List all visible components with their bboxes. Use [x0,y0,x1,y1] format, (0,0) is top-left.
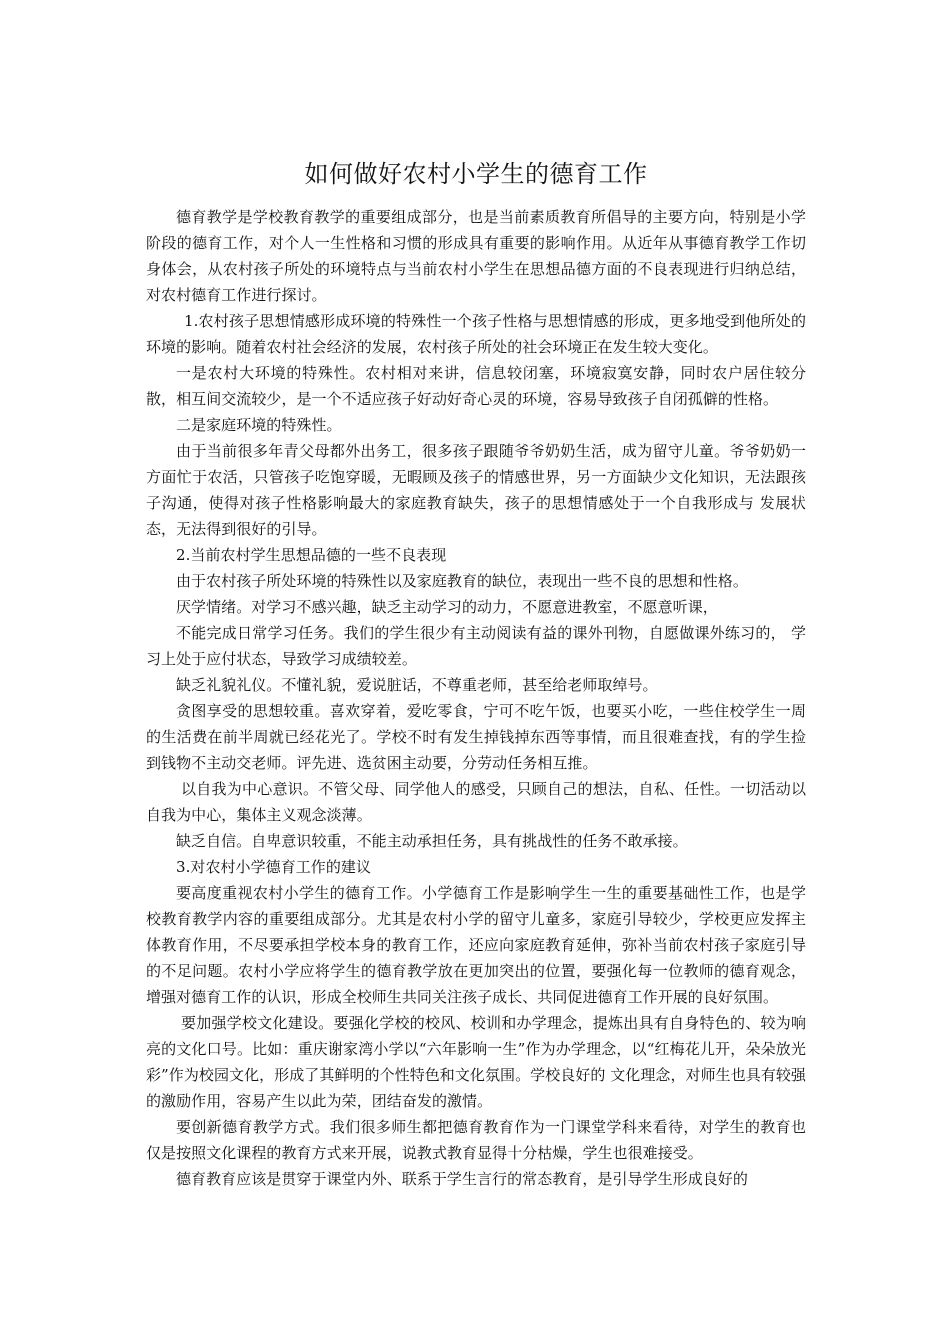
daily-moral-education-paragraph: 德育教育应该是贯穿于课堂内外、联系于学生言行的常态教育，是引导学生形成良好的 [176,1170,748,1188]
section-1-heading-paragraph: 1.农村孩子思想情感形成环境的特殊性一个孩子性格与思想情感的形成，更多地受到他所处的环境的影响。随着农村社会经济的发展，农村孩子所处的社会环境正在发生较大变化。 [146,312,806,356]
self-centered-paragraph: 以自我为中心意识。不管父母、同学他人的感受，只顾自己的想法，自私、任性。一切活动以自我为中心，集体主义观念淡薄。 [146,780,806,824]
section-2-heading: 2.当前农村学生思想品德的一些不良表现 [176,546,447,564]
lack-of-courtesy-paragraph: 缺乏礼貌礼仪。不懂礼貌，爱说脏话，不尊重老师，甚至给老师取绰号。 [176,676,658,694]
document-content [146,156,806,1192]
study-weariness-paragraph: 厌学情绪。对学习不感兴趣，缺乏主动学习的动力，不愿意进教室，不愿意听课， [176,598,718,616]
lack-of-confidence-paragraph: 缺乏自信。自卑意识较重，不能主动承担任务，具有挑战性的任务不敢承接。 [176,832,688,850]
family-environment-heading: 二是家庭环境的特殊性。 [176,416,342,434]
attach-importance-paragraph: 要高度重视农村小学生的德育工作。小学德育工作是影响学生一生的重要基础性工作，也是学校教育教学内容的重要组成部分。尤其是农村小学的留守儿童多，家庭引导较少，学校更应发挥主体教育作用，不尽要承担学校本身的教育工作，还应向家庭教育延伸，弥补当前农村孩子家庭引导的不足问题。农村小学应将学生的德育教学放在更加突出的位置，要强化每一位教师的德育观念，增强对德育工作的认识，形成全校师生共同关注孩子成长、共同促进德育工作开展的良好氛围。 [146,884,806,1006]
school-culture-paragraph: 要加强学校文化建设。要强化学校的校风、校训和办学理念，提炼出具有自身特色的、较为响亮的文化口号。比如：重庆谢家湾小学以“六年影响一生”作为办学理念，以“红梅花儿开，朵朵放光彩”作为校园文化，形成了其鲜明的个性特色和文化氛围。学校良好的 文化理念，对师生也具有较强的激励作用，容易产生以此为荣，团结奋发的激情。 [146,1014,806,1110]
left-behind-children-paragraph: 由于当前很多年青父母都外出务工，很多孩子跟随爷爷奶奶生活，成为留守儿童。爷爷奶奶一方面忙于农活，只管孩子吃饱穿暖，无暇顾及孩子的情感世界，另一方面缺少文化知识，无法跟孩子沟通，使得对孩子性格影响最大的家庭教育缺失，孩子的思想情感处于一个自我形成与 发展状态，无法得到很好的引导。 [146,442,806,538]
pleasure-seeking-paragraph: 贪图享受的思想较重。喜欢穿着，爱吃零食，宁可不吃午饭，也要买小吃，一些住校学生一周的生活费在前半周就已经花光了。学校不时有发生掉钱掉东西等事情，而且很难查找，有的学生捡到钱物不主动交老师。评先进、选贫困主动要，分劳动任务相互推。 [146,702,806,772]
intro-paragraph: 德育教学是学校教育教学的重要组成部分，也是当前素质教育所倡导的主要方向，特别是小学阶段的德育工作，对个人一生性格和习惯的形成具有重要的影响作用。从近年从事德育教学工作切身体会，从农村孩子所处的环境特点与当前农村小学生在思想品德方面的不良表现进行归纳总结，对农村德育工作进行探讨。 [146,208,806,304]
teaching-methods-paragraph: 要创新德育教学方式。我们很多师生都把德育教育作为一门课堂学科来看待，对学生的教育也仅是按照文化课程的教育方式来开展，说教式教育显得十分枯燥，学生也很难接受。 [146,1118,806,1162]
section-3-heading: 3.对农村小学德育工作的建议 [176,858,372,876]
study-weariness-continued-paragraph: 不能完成日常学习任务。我们的学生很少有主动阅读有益的课外刊物，自愿做课外练习的， 学习上处于应付状态，导致学习成绩较差。 [146,624,806,668]
rural-environment-paragraph: 一是农村大环境的特殊性。农村相对来讲，信息较闭塞，环境寂寞安静，同时农户居住较分散，相互间交流较少，是一个不适应孩子好动好奇心灵的环境，容易导致孩子自闭孤僻的性格。 [146,364,806,408]
section-2-intro-paragraph: 由于农村孩子所处环境的特殊性以及家庭教育的缺位，表现出一些不良的思想和性格。 [176,572,748,590]
document-title: 如何做好农村小学生的德育工作 [304,160,648,188]
